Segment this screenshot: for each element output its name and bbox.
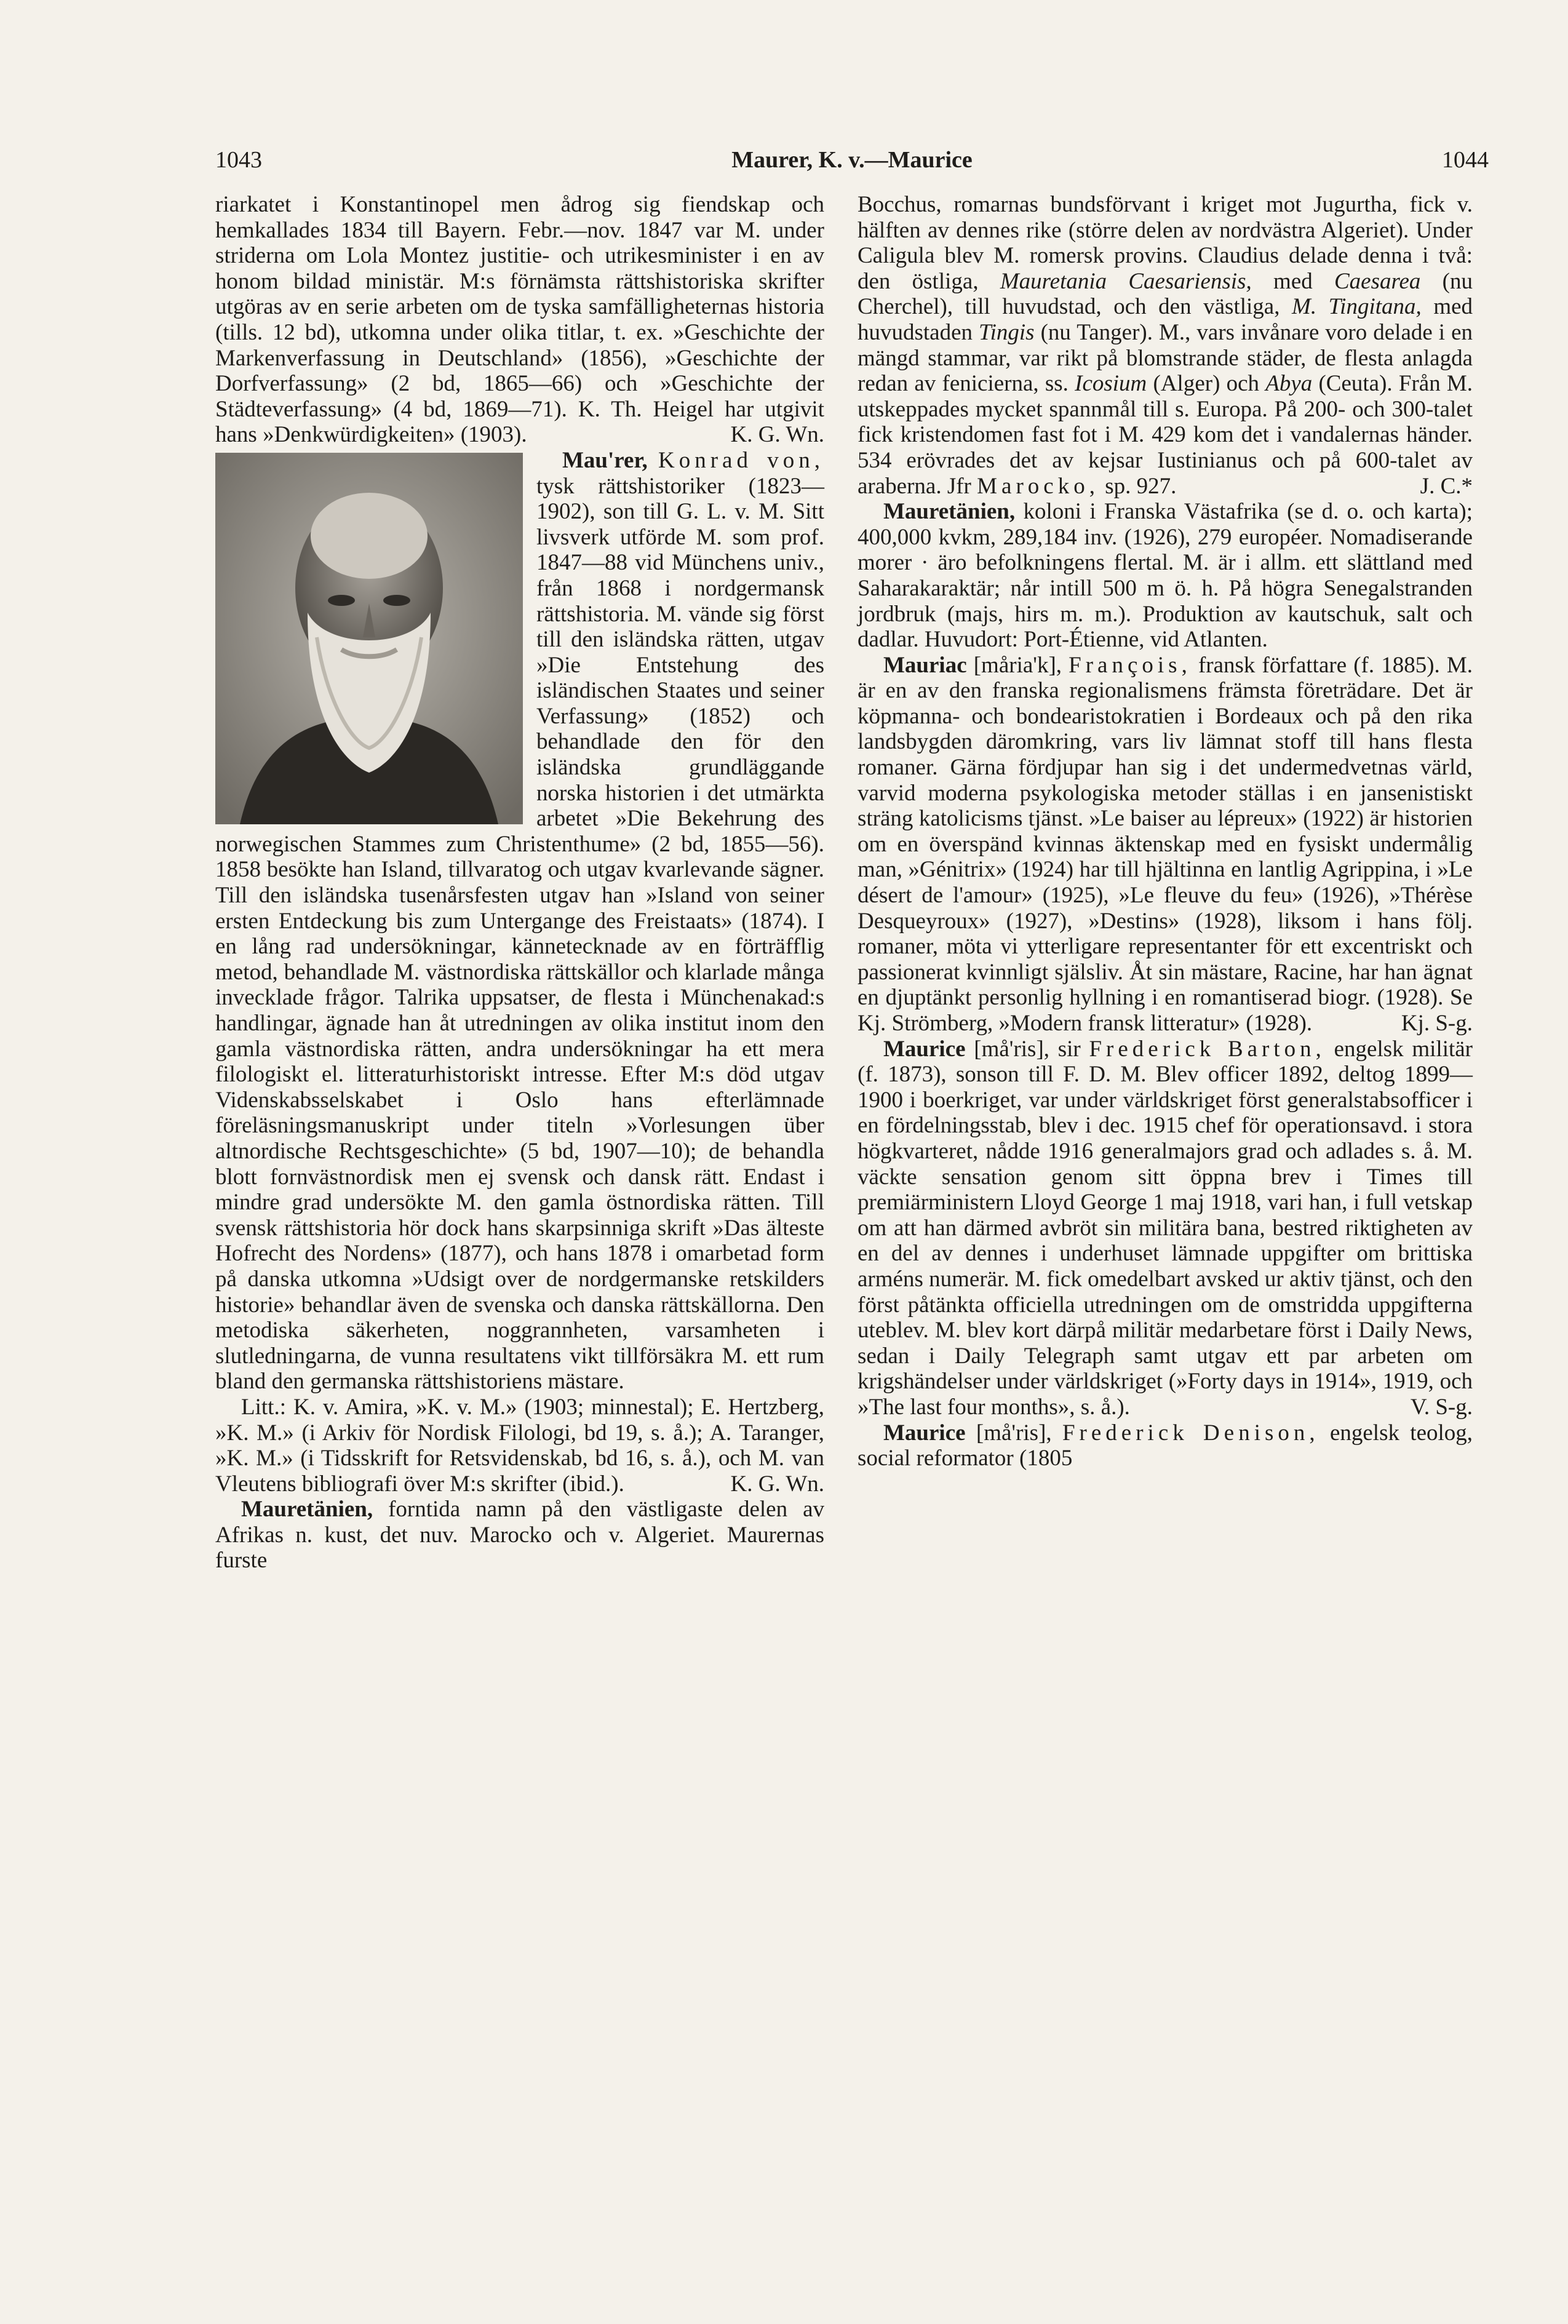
- right-column: [858, 192, 1473, 1471]
- references-text: Litt.: K. v. Amira, »K. v. M.» (1903; minnestal); E. Hertzberg, »K. M.» (i Arkiv för Nordisk Filologi, bd 19, s. å.); A. Taranger, »K. M.» (i Tidsskrift for Retsvidenskab, bd 16, s. å.), och M. van Vleutens bibliografi över M:s skrifter (ibid.).: [215, 1394, 824, 1497]
- entry-text: sp. 927.: [1105, 473, 1177, 499]
- italic-term: Caesarea: [1334, 268, 1421, 294]
- headword: Mauretänien,: [241, 1497, 373, 1522]
- pronunciation: [må'ris],: [976, 1420, 1052, 1446]
- person-name: Frederick Barton,: [1089, 1036, 1326, 1062]
- portrait-engraving-icon: [215, 453, 523, 824]
- entry-text: forntida namn på den västligaste delen av Afrikas n. kust, det nuv. Marocko och v. Algeriet. Maurernas furste: [215, 1497, 824, 1574]
- page-header: [215, 146, 1489, 183]
- entry-text: tysk rättshistoriker (1823—1902), son till G. L. v. M. Sitt livsverk utförde M. som prof. 1847—88 vid Münchens univ., från 1868 i nordgermansk rättshistoria. M. vände sig först till den isländska rätten, utgav »Die Entstehung des isländischen Staates und seiner Verfassung» (1852) och behandlade den för den isländska grundläggande norska historien i det utmärkta arbetet »Die Bekehrung des norwegischen Stammes zum Christenthume» (2 bd, 1855—56). 1858 besökte han Island, tillvaratog och utgav kvarlevande sägner. Till den isländska tusenårsfesten utgav han »Island von seiner ersten Entdeckung bis zum Untergange des Freistaats» (1874). I en lång rad undersökningar, kännetecknade av en förträfflig metod, behandlade M. västnordiska rättskällor och klarlade många invecklade frågor. Talrika uppsatser, de flesta i Münchenakad:s handlingar, ägnade han åt utredningen av olika institut inom den gamla västnordiska rätten, andra undersökningar ha ett mera filologiskt el. litteraturhistoriskt intresse. Efter M:s död utgav Videnskabsselskabet i Oslo hans efterlämnade föreläsningsmanuskript under titeln »Vorlesungen über altnordische Rechtsgeschichte» (5 bd, 1907—10); de behandla blott fornvästnordisk men ej svensk och dansk rätt. Endast i mindre grad undersökte M. den gamla östnordiska rätten. Till svensk rättshistoria hör dock hans skarpsinniga skrift »Das älteste Hofrecht des Nordens» (1877), och hans 1878 i omarbetad form på danska utkomna »Udsigt over de nordgermanske retskilders historie» behandlar även de svenska och danska rättskällorna. Den metodiska säkerheten, noggrannheten, varsamheten i slutledningarna, de vunna resultatens vikt tillförsäkra M. ett rum bland den germanska rättshistoriens mästare.: [215, 473, 824, 1395]
- entry-text: (nu Cherchel), till huvudstad, och den västliga,: [858, 268, 1473, 320]
- italic-term: M. Tingitana,: [1292, 294, 1422, 320]
- entry-maurice-frederick-denison: [858, 1420, 1473, 1471]
- entry-maurice-frederick-barton: [858, 1037, 1473, 1420]
- author-signature: K. G. Wn.: [730, 1471, 824, 1497]
- entry-text: med huvudstaden: [858, 294, 1473, 345]
- headword: Mauretänien,: [883, 499, 1016, 525]
- literature-references: [215, 1395, 824, 1497]
- italic-term: Icosium: [1075, 371, 1147, 397]
- italic-term: Tingis: [979, 319, 1035, 345]
- left-column: [215, 192, 824, 1574]
- entry-mauretanien-colony: [858, 499, 1473, 653]
- entry-text: (nu Tanger). M., vars invånare voro delade i en mängd stammar, var rikt på blomstrande städer, de flesta anlagda redan av fenicierna, ss.: [858, 319, 1473, 397]
- headword: Mau'rer,: [562, 447, 648, 473]
- portrait-image: [215, 453, 523, 824]
- person-name: François,: [1069, 652, 1192, 678]
- headword: Mauriac: [883, 652, 967, 678]
- headword: Maurice: [883, 1420, 966, 1446]
- entry-continuation: [858, 192, 1473, 499]
- italic-term: Abya: [1265, 371, 1313, 397]
- italic-term: Mauretania Caesariensis,: [1000, 268, 1252, 294]
- running-title: Maurer, K. v.—Maurice: [731, 147, 973, 173]
- author-signature: Kj. S-g.: [1401, 1011, 1473, 1036]
- author-signature: K. G. Wn.: [730, 422, 824, 448]
- person-name: Frederick Denison,: [1062, 1420, 1319, 1446]
- entry-text: fransk författare (f. 1885). M. är en av den franska regionalismens främsta företrädare. Det är köpmanna- och bondearistokratien i Bordeaux och på den rika landsbygden däromkring, vars liv lämnat stoff till hans flesta romaner. Gärna fördjupar han sig i det undermedvetnas värld, varvid moderna psykologiska metoder ställas i en jansenistiskt sträng katolicisms tjänst. »Le baiser au lépreux» (1922) är historien om en överspänd kvinnas äktenskap med en fysiskt undermålig man, »Génitrix» (1924) har till hjältinna en lantlig Agrippina, i »Le désert de l'amour» (1925), »Le fleuve du feu» (1926), »Thérèse Desqueyroux» (1927), »Destins» (1928), liksom i hans följ. romaner, möta vi ytterligare representanter för ett excentriskt och passionerat kvinnligt själsliv. Åt sin mästare, Racine, har han ägnat en djuptänkt personlig hyllning i en romantiserad biogr. (1928). Se Kj. Strömberg, »Modern fransk litteratur» (1928).: [858, 652, 1473, 1036]
- headword: Maurice: [883, 1036, 966, 1062]
- entry-mauriac: [858, 653, 1473, 1037]
- entry-text: (Alger) och: [1153, 371, 1260, 397]
- page-number-left: 1043: [215, 147, 262, 173]
- entry-text: riarkatet i Konstantinopel men ådrog sig fiendskap och hemkallades 1834 till Bayern. Febr.—nov. 1847 var M. under striderna om Lola Montez justitie- och utrikesminister i en av honom bildad ministär. M:s förnämsta rättshistoriska skrifter utgöras av en serie arbeten om de tyska samfälligheternas historia (tills. 12 bd), utkomna under olika titlar, t. ex. »Geschichte der Markenverfassung in Deutschland» (1856), »Geschichte der Dorfverfassung» (2 bd, 1865—66) och »Geschichte der Städteverfassung» (4 bd, 1869—71). K. Th. Heigel har utgivit hans »Denkwürdigkeiten» (1903).: [215, 192, 824, 448]
- entry-text: (Ceuta). Från M. utskeppades mycket spannmål till s. Europa. På 200- och 300-talet fick kristendomen fast fot i M. 429 kom det i vandalernas händer. 534 erövrades det av kejsar Iustinianus och på 600-talet av araberna. Jfr: [858, 371, 1473, 499]
- author-signature: V. S-g.: [1410, 1394, 1473, 1420]
- entry-continuation: [215, 192, 824, 448]
- entry-text: Bocchus, romarnas bundsförvant i kriget mot Jugurtha, fick v. hälften av dennes rike (större delen av nordvästra Algeriet). Under Caligula blev M. romersk provins. Claudius delade denna i två: den östliga,: [858, 192, 1473, 294]
- entry-mauretanien-ancient: [215, 1497, 824, 1574]
- person-name: Konrad von,: [658, 447, 825, 473]
- author-signature: J. C.*: [1420, 473, 1473, 499]
- entry-text: koloni i Franska Västafrika (se d. o. och karta); 400,000 kvkm, 289,184 inv. (1926), 279 européer. Nomadiserande morer · äro befolkningens flertal. M. är i allm. ett slättland med Saharakaraktär; når intill 500 m ö. h. På högra Senegalstranden jordbruk (majs, hirs m. m.). Produktion av kautschuk, salt och dadlar. Huvudort: Port-Étienne, vid Atlanten.: [858, 499, 1473, 653]
- page-number-right: 1044: [1442, 147, 1489, 173]
- entry-text: engelsk teolog, social reformator (1805: [858, 1420, 1473, 1471]
- pronunciation: [må'ris], sir: [974, 1036, 1081, 1062]
- entry-text: med: [1273, 268, 1313, 294]
- entry-text: engelsk militär (f. 1873), sonson till F. D. M. Blev officer 1892, deltog 1899—1900 i boerkriget, var under världskriget först generalstabsofficer i en fördelningsstab, blev i dec. 1915 chef för operationsavd. i stora högkvarteret, nådde 1916 generalmajors grad och adlades s. å. M. väckte sensation genom sitt öppna brev i Times till premiärministern Lloyd George 1 maj 1918, vari han, i full vetskap om att han därmed avbröt sin militära bana, bestred riktigheten av en del av dennes i underhuset lämnade uppgifter om brittiska arméns numerär. M. fick omedelbart avsked ur aktiv tjänst, och den först påtänkta officiella utredningen om de omstridda uppgifterna uteblev. M. blev kort därpå militär medarbetare först i Daily News, sedan i Daily Telegraph samt utgav ett par arbeten om krigshändelser under världskriget (»Forty days in 1914», 1919, och »The last four months», s. å.).: [858, 1036, 1473, 1420]
- cross-reference: Marocko,: [977, 473, 1099, 499]
- entry-maurer-konrad: [215, 448, 824, 1395]
- pronunciation: [måria'k],: [973, 652, 1062, 678]
